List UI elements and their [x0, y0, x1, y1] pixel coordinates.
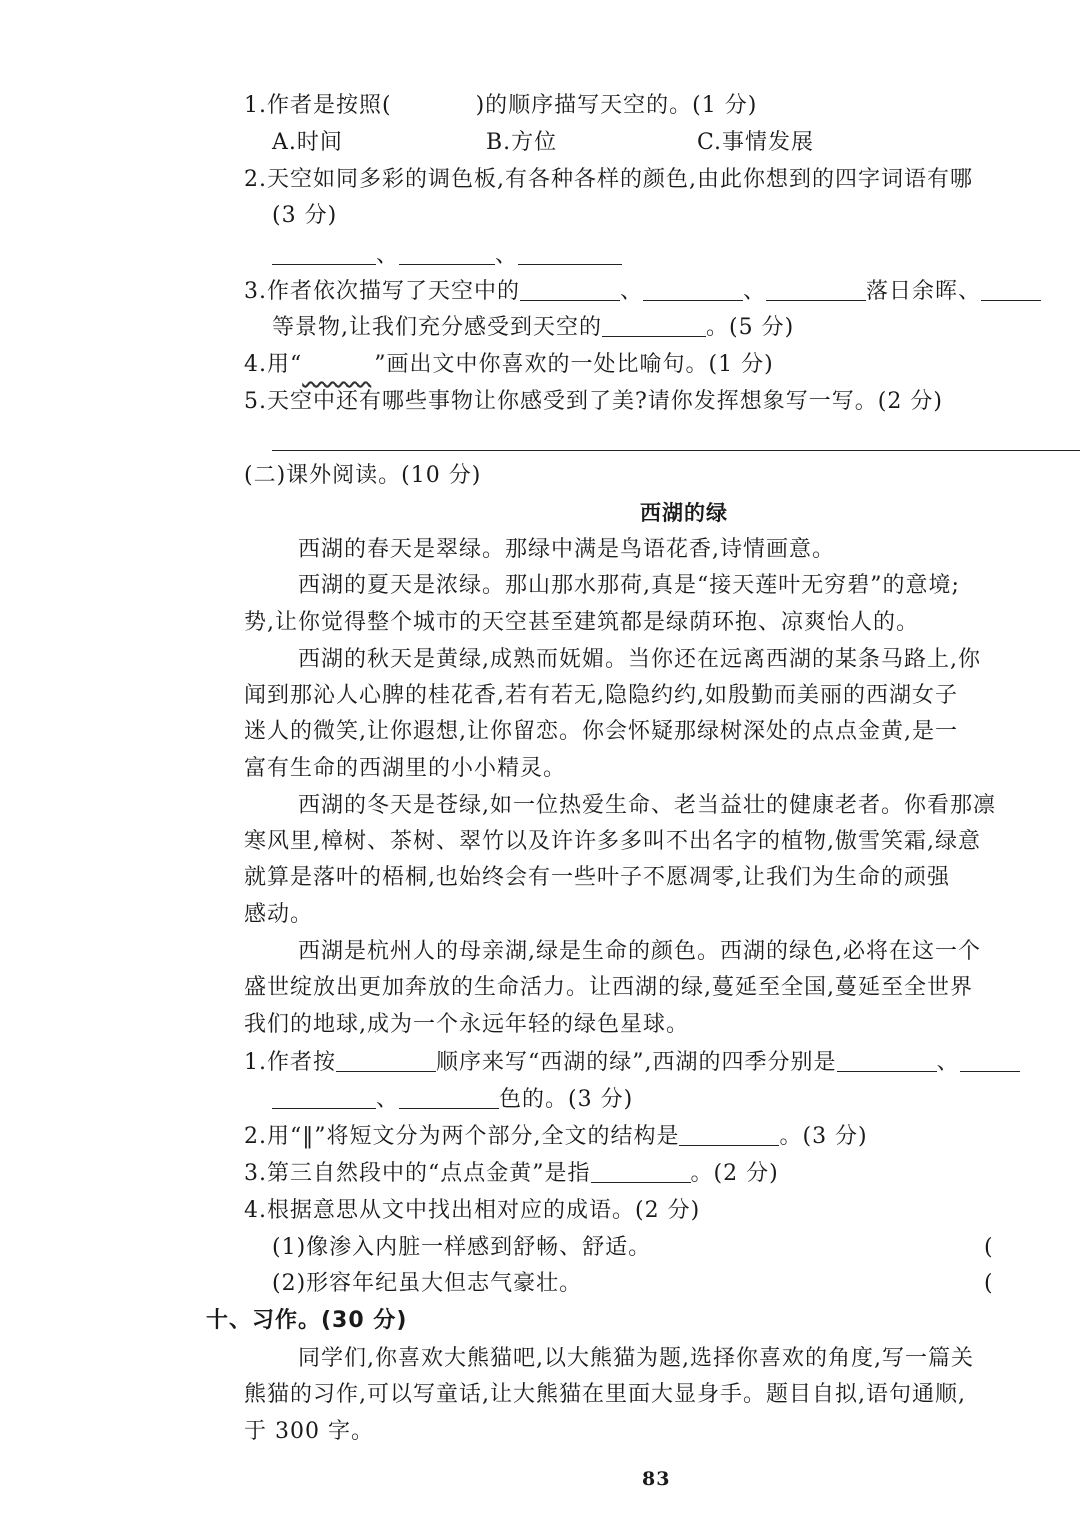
passage-line: 我们的地球,成为一个永远年轻的绿色星球。 — [244, 1012, 689, 1037]
passage-line: 盛世绽放出更加奔放的生命活力。让西湖的绿,蔓延至全国,蔓延至全世界 — [244, 975, 973, 1000]
answer-blank[interactable] — [643, 278, 743, 301]
writing-prompt-line: 熊猫的习作,可以写童话,让大熊猫在里面大显身手。题目自拟,语句通顺, — [244, 1382, 966, 1407]
passage-line: 感动。 — [244, 902, 314, 927]
passage-line: 富有生命的西湖里的小小精灵。 — [244, 756, 567, 781]
idiom-item: (1)像渗入内脏一样感到舒畅、舒适。 — [272, 1235, 652, 1260]
reading-question-1: 1.作者按 顺序来写“西湖的绿”,西湖的四季分别是 、 — [244, 1047, 1020, 1079]
answer-line[interactable] — [272, 450, 1080, 451]
option-c[interactable]: C.事情发展 — [697, 130, 815, 155]
question-2-blanks: 、 、 — [272, 240, 622, 272]
question-4: 4.用“ ”画出文中你喜欢的一处比喻句。(1 分) — [244, 352, 774, 377]
question-5: 5.天空中还有哪些事物让你感受到了美?请你发挥想象写一写。(2 分) — [244, 389, 943, 414]
answer-blank[interactable] — [766, 278, 866, 301]
reading-question-2: 2.用“‖”将短文分为两个部分,全文的结构是 。(3 分) — [244, 1124, 868, 1149]
passage-line: 西湖的秋天是黄绿,成熟而妩媚。当你还在远离西湖的某条马路上,你 — [298, 647, 981, 672]
question-1: 1.作者是按照( )的顺序描写天空的。(1 分) — [244, 93, 758, 118]
answer-blank[interactable] — [602, 314, 706, 337]
reading-question-4: 4.根据意思从文中找出相对应的成语。(2 分) — [244, 1198, 701, 1223]
passage-line: 就算是落叶的梧桐,也始终会有一些叶子不愿凋零,让我们为生命的顽强 — [244, 865, 950, 890]
passage-line: 西湖的春天是翠绿。那绿中满是鸟语花香,诗情画意。 — [298, 537, 835, 562]
reading-question-1-line2: 、 色的。(3 分) — [272, 1084, 633, 1116]
option-a[interactable]: A.时间 — [272, 130, 343, 155]
question-3: 3.作者依次描写了天空中的 、 、 落日余晖、 — [244, 276, 1041, 308]
passage-line: 西湖是杭州人的母亲湖,绿是生命的颜色。西湖的绿色,必将在这一个 — [298, 939, 981, 964]
answer-blank[interactable] — [960, 1049, 1020, 1072]
answer-blank[interactable] — [336, 1049, 436, 1072]
passage-title: 西湖的绿 — [640, 501, 728, 525]
page-number: 83 — [642, 1468, 671, 1490]
idiom-answer-paren[interactable]: ( — [984, 1235, 994, 1260]
section-heading-reading: (二)课外阅读。(10 分) — [244, 463, 482, 488]
answer-blank[interactable] — [272, 242, 376, 265]
reading-question-3: 3.第三自然段中的“点点金黄”是指 。(2 分) — [244, 1161, 779, 1186]
section-heading-writing: 十、习作。(30 分) — [206, 1308, 408, 1333]
writing-prompt-line: 于 300 字。 — [244, 1419, 374, 1444]
answer-blank[interactable] — [399, 242, 495, 265]
passage-line: 迷人的微笑,让你遐想,让你留恋。你会怀疑那绿树深处的点点金黄,是一 — [244, 719, 958, 744]
answer-blank[interactable] — [837, 1049, 937, 1072]
answer-blank[interactable] — [679, 1123, 779, 1146]
question-2-score: (3 分) — [272, 203, 338, 228]
writing-prompt-line: 同学们,你喜欢大熊猫吧,以大熊猫为题,选择你喜欢的角度,写一篇关 — [298, 1346, 974, 1371]
wavy-underline-mark — [302, 353, 374, 375]
question-2: 2.天空如同多彩的调色板,有各种各样的颜色,由此你想到的四字词语有哪 — [244, 167, 973, 192]
passage-line: 寒风里,樟树、茶树、翠竹以及许许多多叫不出名字的植物,傲雪笑霜,绿意 — [244, 829, 981, 854]
question-3-line2: 等景物,让我们充分感受到天空的 。(5 分) — [272, 315, 795, 340]
answer-blank[interactable] — [981, 278, 1041, 301]
passage-line: 势,让你觉得整个城市的天空甚至建筑都是绿荫环抱、凉爽怡人的。 — [244, 610, 919, 635]
passage-line: 西湖的夏天是浓绿。那山那水那荷,真是“接天莲叶无穷碧”的意境; — [298, 573, 960, 598]
answer-blank[interactable] — [399, 1086, 499, 1109]
answer-blank[interactable] — [518, 242, 622, 265]
answer-blank[interactable] — [591, 1160, 691, 1183]
idiom-answer-paren[interactable]: ( — [984, 1271, 994, 1296]
idiom-item: (2)形容年纪虽大但志气豪壮。 — [272, 1271, 583, 1296]
passage-line: 闻到那沁人心脾的桂花香,若有若无,隐隐约约,如殷勤而美丽的西湖女子 — [244, 683, 958, 708]
option-b[interactable]: B.方位 — [486, 130, 558, 155]
answer-blank[interactable] — [520, 278, 620, 301]
passage-line: 西湖的冬天是苍绿,如一位热爱生命、老当益壮的健康老者。你看那凛 — [298, 793, 996, 818]
answer-blank[interactable] — [272, 1086, 376, 1109]
